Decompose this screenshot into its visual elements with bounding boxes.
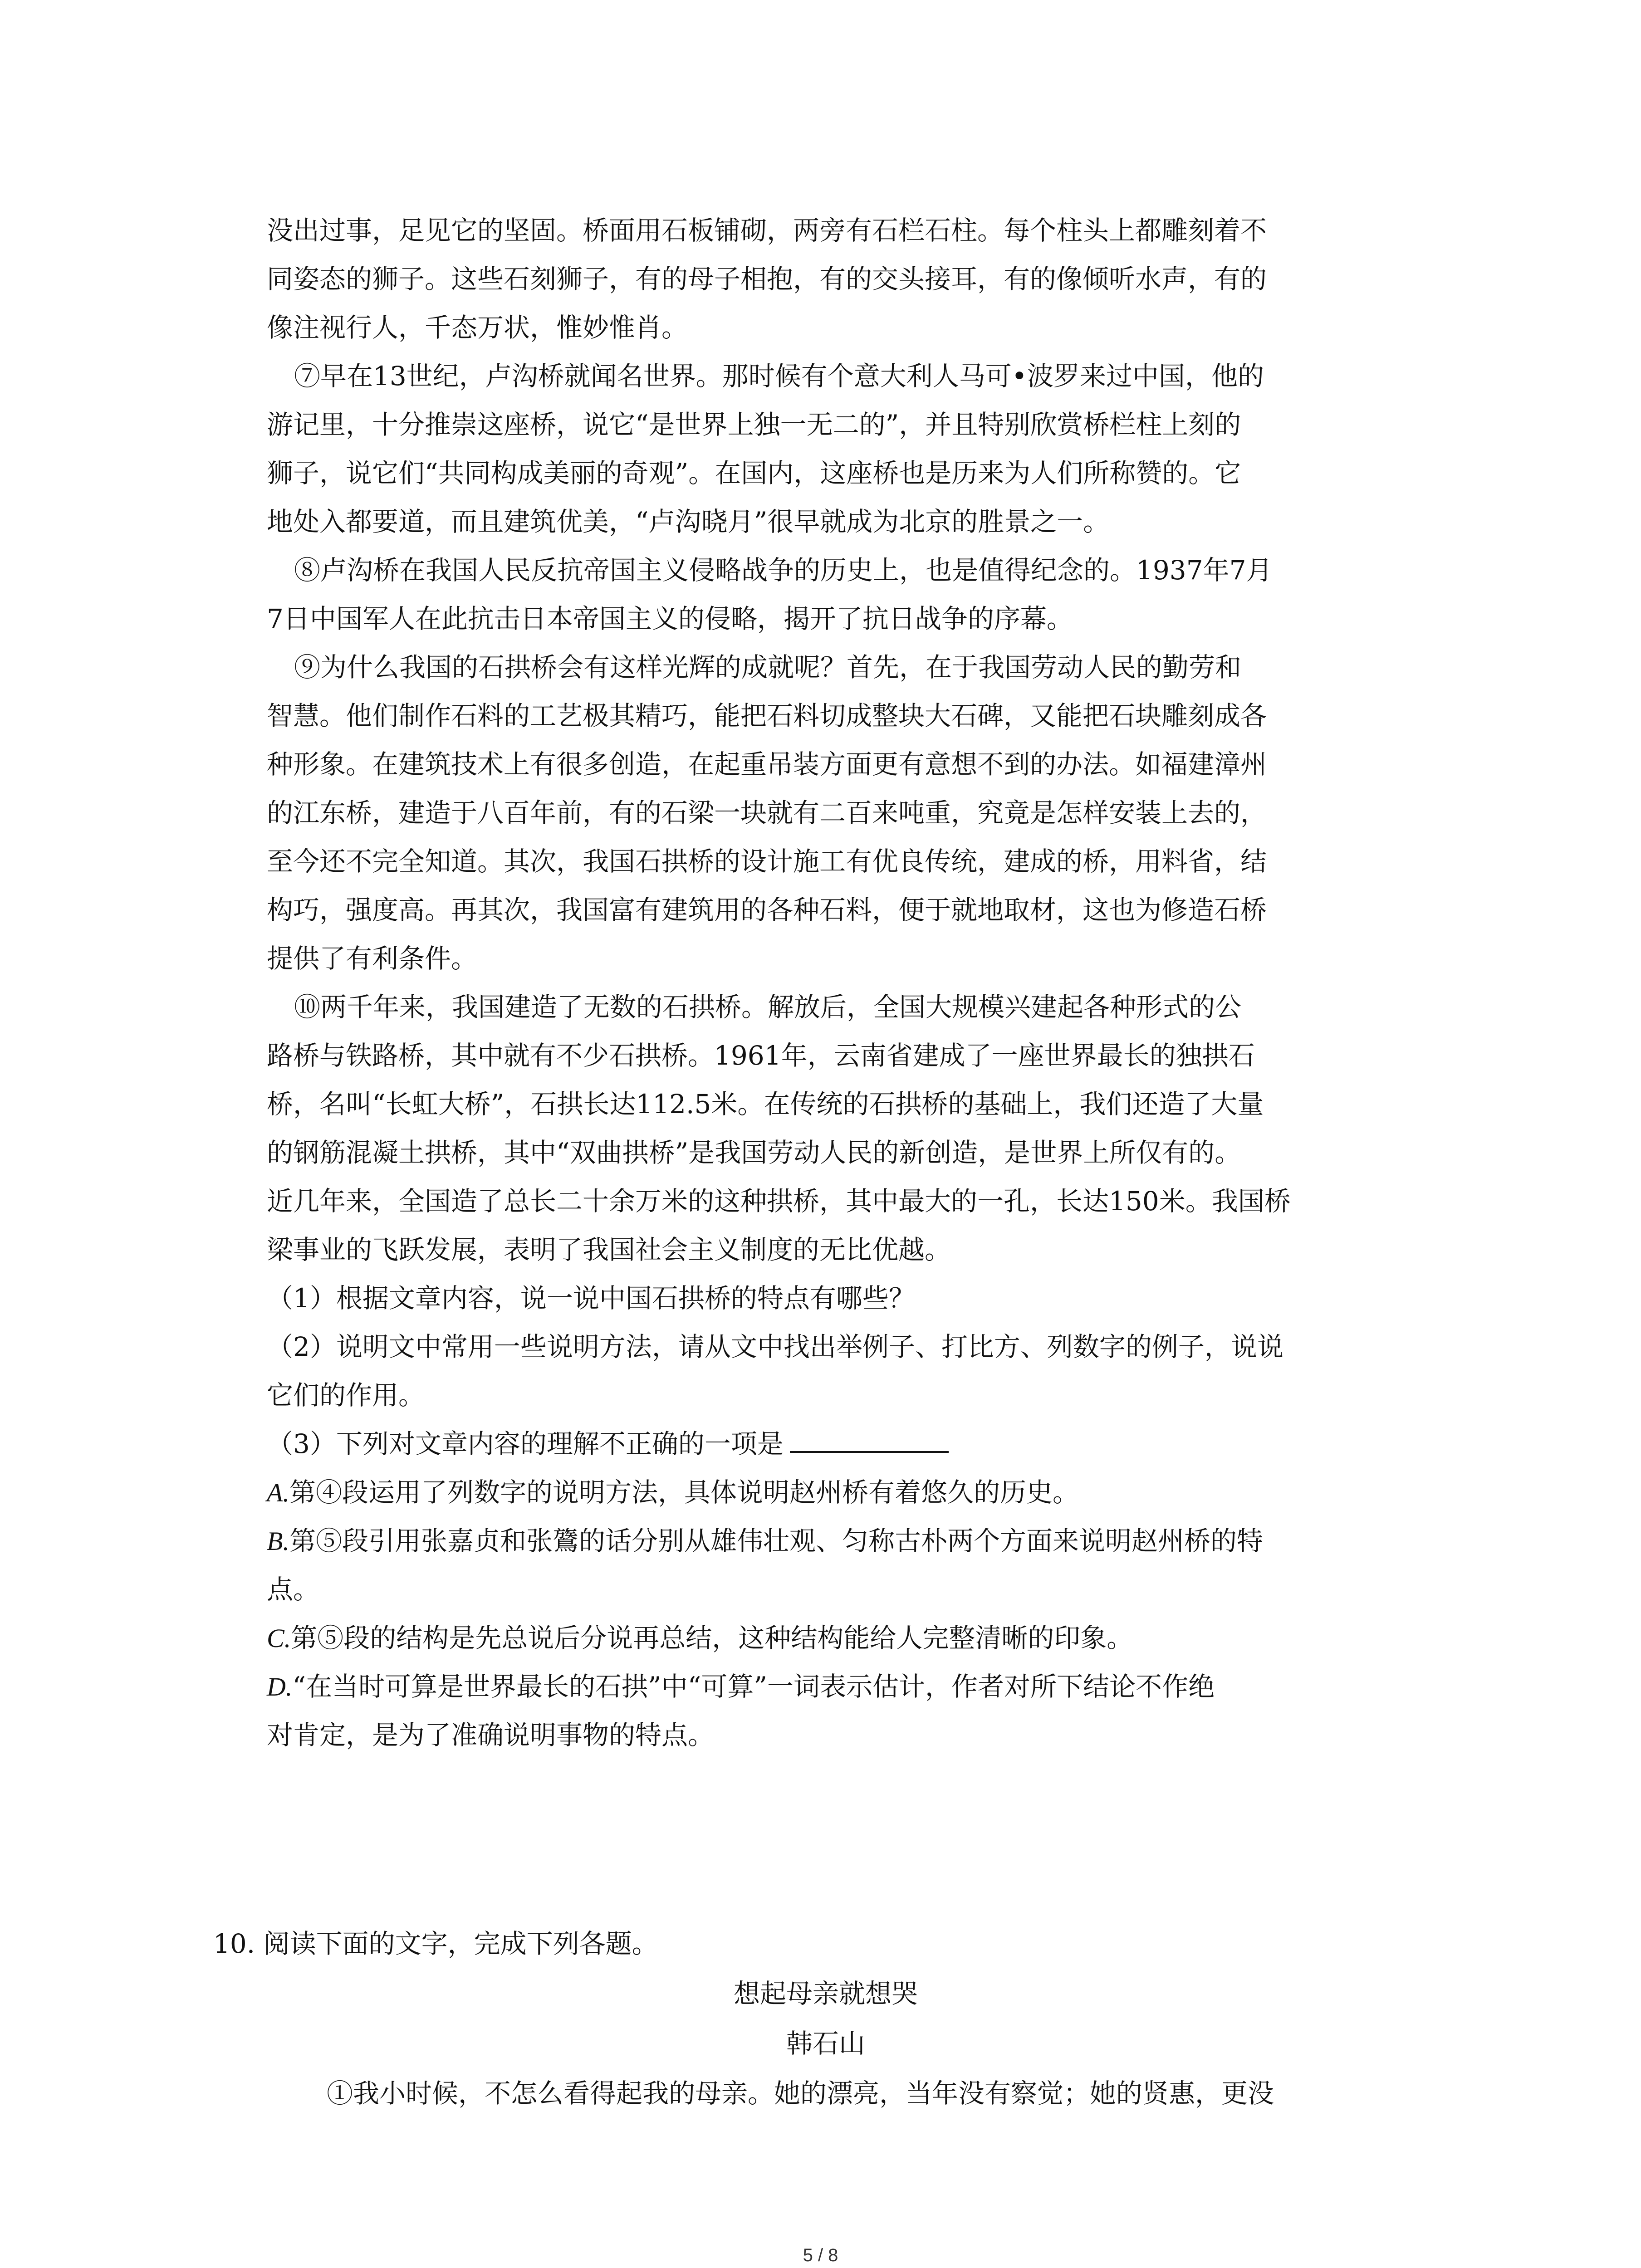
text-line: （2）说明文中常用一些说明方法，请从文中找出举例子、打比方、列数字的例子，说说 bbox=[267, 1331, 1283, 1362]
question-10-prompt: 10. 阅读下面的文字，完成下列各题。 bbox=[213, 1928, 658, 1959]
text-line: 路桥与铁路桥，其中就有不少石拱桥。1961年，云南省建成了一座世界最长的独拱石 bbox=[267, 1040, 1255, 1071]
text-line: 像注视行人，千态万状，惟妙惟肖。 bbox=[267, 312, 688, 343]
para10 bbox=[267, 983, 1428, 1274]
question-2 bbox=[267, 1323, 1428, 1420]
text-line: ⑧卢沟桥在我国人民反抗帝国主义侵略战争的历史上，也是值得纪念的。1937年7月 bbox=[294, 555, 1273, 586]
text-line: 7日中国军人在此抗击日本帝国主义的侵略，揭开了抗日战争的序幕。 bbox=[267, 603, 1073, 634]
question-3 bbox=[267, 1420, 1428, 1468]
option-text: 第⑤段引用张嘉贞和张鷟的话分别从雄伟壮观、匀称古朴两个方面来说明赵州桥的特 bbox=[289, 1525, 1263, 1556]
option-c bbox=[267, 1614, 1428, 1662]
question-3-text: （3）下列对文章内容的理解不正确的一项是 bbox=[267, 1428, 784, 1459]
para8 bbox=[267, 546, 1428, 643]
option-text: 第④段运用了列数字的说明方法，具体说明赵州桥有着悠久的历史。 bbox=[289, 1477, 1079, 1508]
text-line: 桥，名叫“长虹大桥”，石拱长达112.5米。在传统的石拱桥的基础上，我们还造了大量 bbox=[267, 1089, 1264, 1119]
option-a bbox=[267, 1468, 1428, 1517]
text-line: 同姿态的狮子。这些石刻狮子，有的母子相抱，有的交头接耳，有的像倾听水声，有的 bbox=[267, 264, 1267, 294]
text-line: 智慧。他们制作石料的工艺极其精巧，能把石料切成整块大石碑，又能把石块雕刻成各 bbox=[267, 700, 1267, 731]
question-10 bbox=[213, 1919, 1438, 2118]
text-line: 构巧，强度高。再其次，我国富有建筑用的各种石料，便于就地取材，这也为修造石桥 bbox=[267, 894, 1267, 925]
text-line: 梁事业的飞跃发展，表明了我国社会主义制度的无比优越。 bbox=[267, 1234, 951, 1265]
text-line: 提供了有利条件。 bbox=[267, 943, 478, 974]
option-text: 点。 bbox=[267, 1574, 320, 1605]
text-line: ⑩两千年来，我国建造了无数的石拱桥。解放后，全国大规模兴建起各种形式的公 bbox=[294, 992, 1242, 1022]
answer-blank[interactable] bbox=[790, 1425, 949, 1453]
text-line: 狮子，说它们“共同构成美丽的奇观”。在国内，这座桥也是历来为人们所称赞的。它 bbox=[267, 458, 1241, 489]
option-letter: A. bbox=[267, 1478, 289, 1507]
question-1: （1）根据文章内容，说一说中国石拱桥的特点有哪些？ bbox=[267, 1283, 915, 1314]
option-letter: D. bbox=[267, 1672, 293, 1701]
para6-tail bbox=[267, 206, 1428, 352]
text-line: 游记里，十分推崇这座桥，说它“是世界上独一无二的”，并且特别欣赏桥栏柱上刻的 bbox=[267, 409, 1241, 440]
text-line: 种形象。在建筑技术上有很多创造，在起重吊装方面更有意想不到的办法。如福建漳州 bbox=[267, 749, 1267, 780]
text-line: 至今还不完全知道。其次，我国石拱桥的设计施工有优良传统，建成的桥，用料省，结 bbox=[267, 846, 1267, 877]
text-line: ⑨为什么我国的石拱桥会有这样光辉的成就呢？首先，在于我国劳动人民的勤劳和 bbox=[294, 652, 1242, 683]
option-text: 对肯定，是为了准确说明事物的特点。 bbox=[267, 1720, 715, 1750]
article-author: 韩石山 bbox=[786, 2028, 865, 2059]
text-line: ⑦早在13世纪，卢沟桥就闻名世界。那时候有个意大利人马可•波罗来过中国，他的 bbox=[294, 361, 1264, 391]
option-d bbox=[267, 1662, 1428, 1760]
text-line: 的钢筋混凝土拱桥，其中“双曲拱桥”是我国劳动人民的新创造，是世界上所仅有的。 bbox=[267, 1137, 1241, 1168]
text-line: 的江东桥，建造于八百年前，有的石梁一块就有二百来吨重，究竟是怎样安装上去的， bbox=[267, 797, 1267, 828]
para7 bbox=[267, 352, 1428, 546]
text-line: 没出过事，足见它的坚固。桥面用石板铺砌，两旁有石栏石柱。每个柱头上都雕刻着不 bbox=[267, 215, 1267, 246]
page-number: 5 / 8 bbox=[803, 2245, 838, 2265]
text-line: 它们的作用。 bbox=[267, 1380, 425, 1411]
option-text: 第⑤段的结构是先总说后分说再总结，这种结构能给人完整清晰的印象。 bbox=[291, 1623, 1133, 1653]
option-letter: B. bbox=[267, 1526, 289, 1556]
article-para1: ①我小时候，不怎么看得起我的母亲。她的漂亮，当年没有察觉；她的贤惠，更没 bbox=[327, 2078, 1274, 2109]
passage-continued bbox=[267, 206, 1428, 1760]
text-line: 近几年来，全国造了总长二十余万米的这种拱桥，其中最大的一孔，长达150米。我国桥 bbox=[267, 1186, 1291, 1217]
option-b bbox=[267, 1517, 1428, 1614]
option-letter: C. bbox=[267, 1623, 291, 1653]
text-line: 地处入都要道，而且建筑优美，“卢沟晓月”很早就成为北京的胜景之一。 bbox=[267, 506, 1110, 537]
para9 bbox=[267, 643, 1428, 983]
article-title: 想起母亲就想哭 bbox=[733, 1978, 918, 2009]
option-text: “在当时可算是世界最长的石拱”中“可算”一词表示估计，作者对所下结论不作绝 bbox=[292, 1671, 1215, 1702]
